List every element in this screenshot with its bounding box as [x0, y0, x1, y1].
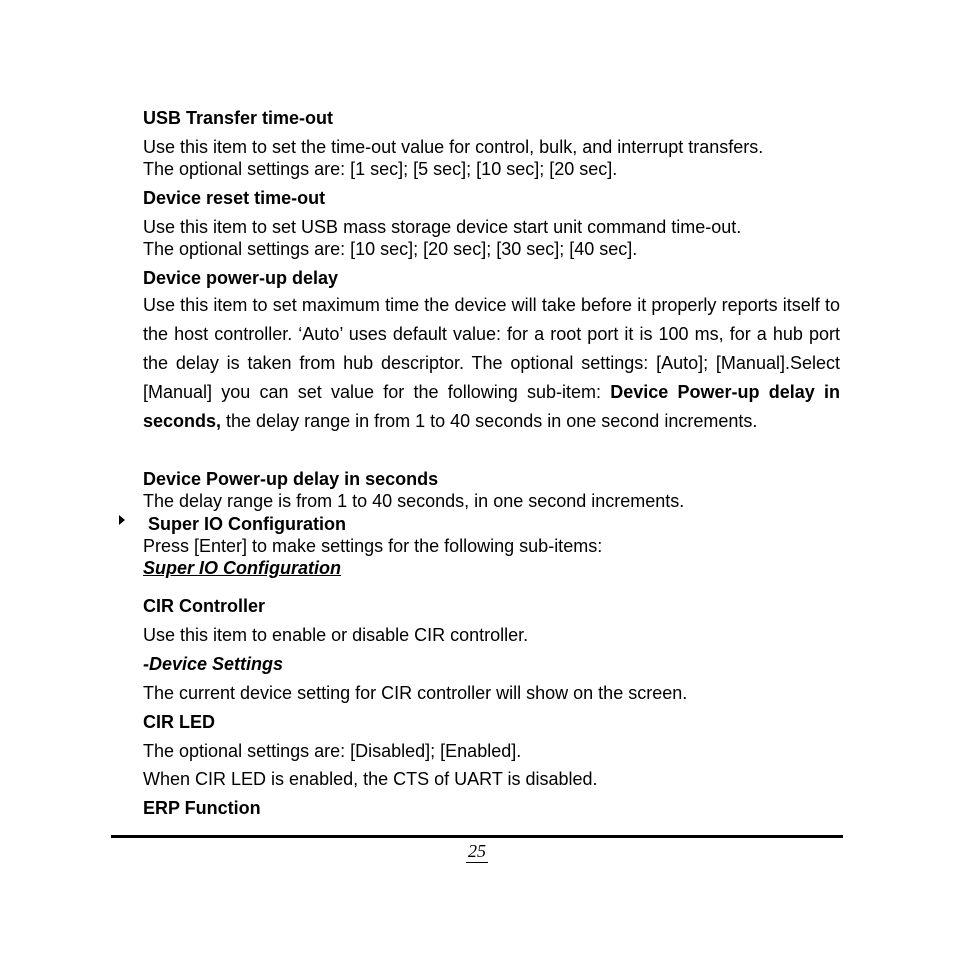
device-reset-heading: Device reset time-out	[143, 188, 326, 208]
power-up-delay-text-a: Use this item to set maximum time the device will take before it properly reports itself to the host controller. ‘Auto’ uses default value: for a root port it is 100 ms, for a hub port the delay is taken from hub descriptor. The optional settings: [Auto]; [Manual].Select [Manual] you can set value for the following sub-item:	[143, 295, 840, 402]
device-reset-line2: The optional settings are: [10 sec]; [20 sec]; [30 sec]; [40 sec].	[143, 239, 638, 259]
device-settings-heading: -Device Settings	[143, 654, 284, 674]
cir-led-line2: When CIR LED is enabled, the CTS of UART is disabled.	[143, 769, 598, 789]
power-up-seconds-heading: Device Power-up delay in seconds	[143, 469, 439, 489]
usb-transfer-line2: The optional settings are: [1 sec]; [5 sec]; [10 sec]; [20 sec].	[143, 159, 618, 179]
footer-rule	[111, 835, 843, 838]
super-io-heading: Super IO Configuration	[148, 514, 346, 534]
cir-led-line1: The optional settings are: [Disabled]; [Enabled].	[143, 741, 522, 761]
device-settings-line1: The current device setting for CIR controller will show on the screen.	[143, 683, 688, 703]
power-up-seconds-line1: The delay range is from 1 to 40 seconds, in one second increments.	[143, 491, 685, 511]
power-up-delay-paragraph	[143, 291, 840, 436]
super-io-subtitle: Super IO Configuration	[143, 558, 341, 578]
power-up-delay-heading: Device power-up delay	[143, 268, 339, 288]
cir-led-heading: CIR LED	[143, 712, 215, 732]
cir-controller-heading: CIR Controller	[143, 596, 266, 616]
cir-controller-line1: Use this item to enable or disable CIR controller.	[143, 625, 529, 645]
super-io-line1: Press [Enter] to make settings for the following sub-items:	[143, 536, 603, 556]
power-up-delay-text-b: the delay range in from 1 to 40 seconds in one second increments.	[221, 411, 758, 431]
power-up-delay-text-bold: Device Power-up delay in seconds,	[143, 382, 840, 431]
page-number: 25	[468, 841, 486, 861]
triangle-right-icon	[119, 515, 125, 525]
erp-heading: ERP Function	[143, 798, 261, 818]
device-reset-line1: Use this item to set USB mass storage device start unit command time-out.	[143, 217, 742, 237]
usb-transfer-line1: Use this item to set the time-out value for control, bulk, and interrupt transfers.	[143, 137, 764, 157]
usb-transfer-heading: USB Transfer time-out	[143, 108, 334, 128]
